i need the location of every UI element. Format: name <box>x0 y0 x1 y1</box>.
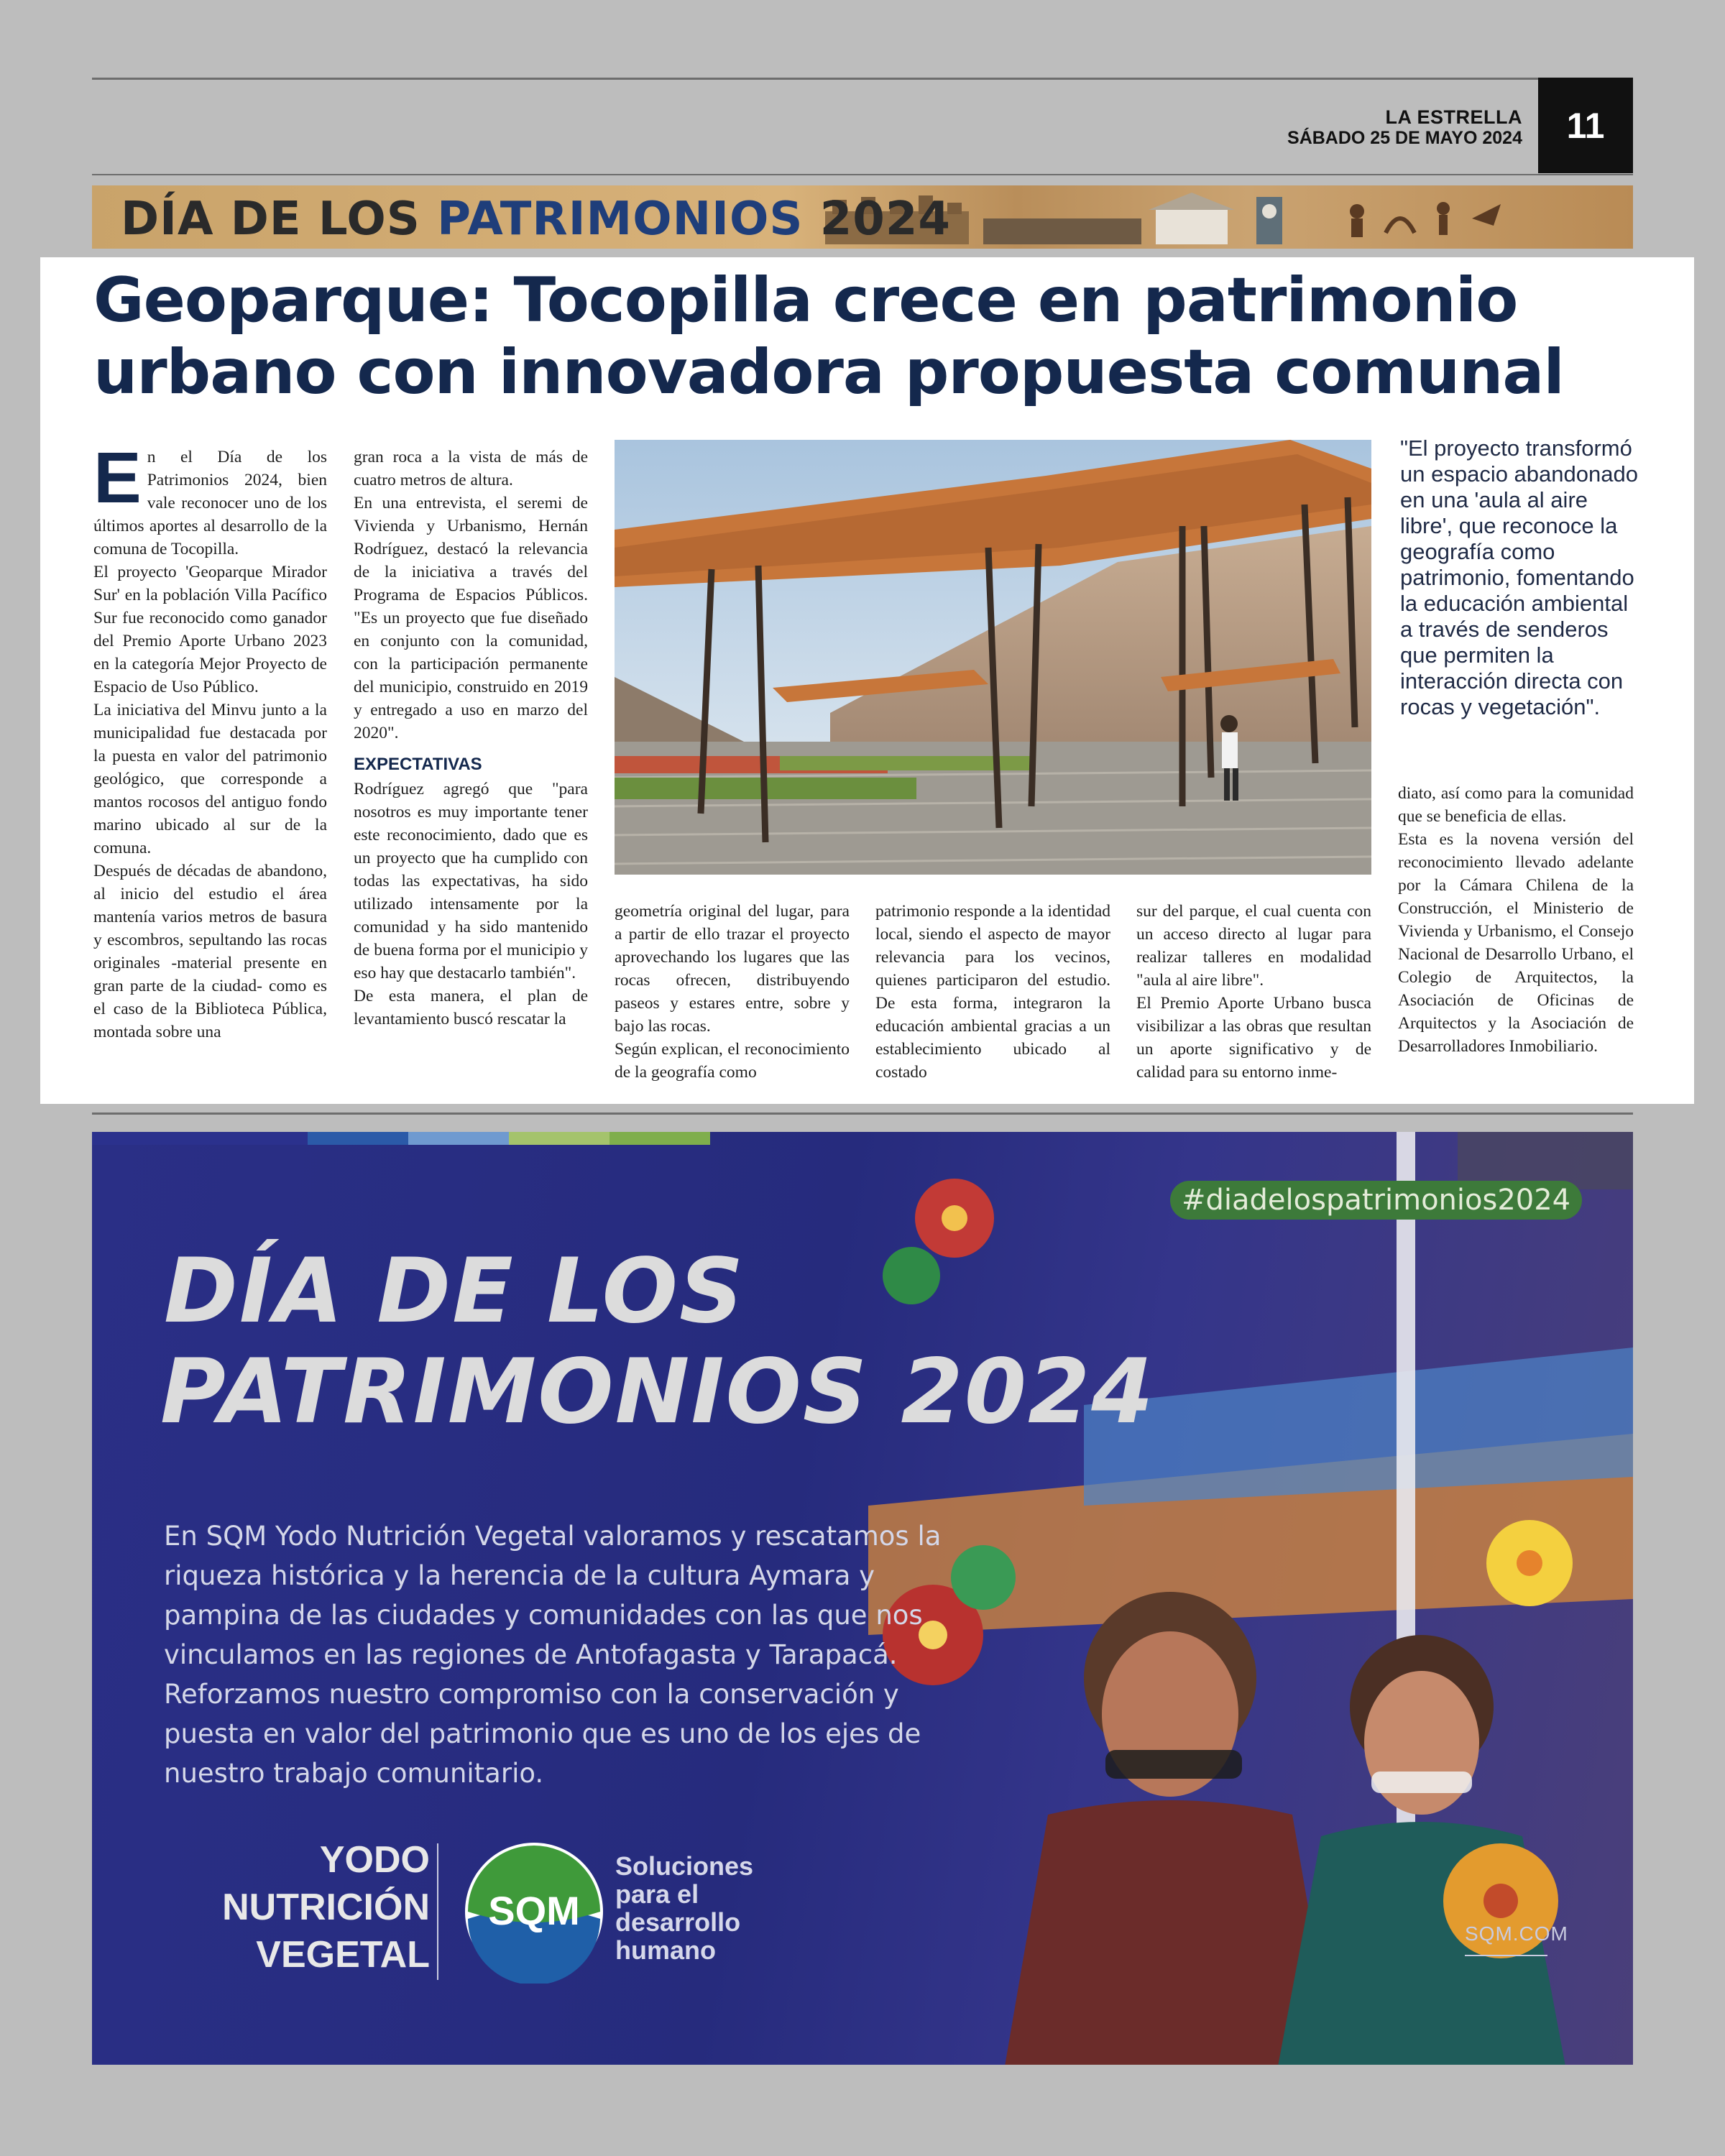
sqm-logo-icon[interactable] <box>462 1840 606 1984</box>
article-photo <box>615 440 1371 875</box>
url-underline <box>1465 1955 1547 1956</box>
ad-color-stripe <box>610 1132 710 1145</box>
article-column-5: sur del parque, el cual cuenta con un acceso directo al lugar para realizar talleres en modalidad "aula al aire libre". El Premio Aporte Urbano busca visibilizar a las obras que resultan un aporte significativo y de calidad para su entorno inme- <box>1136 902 1371 1082</box>
ad-title-line-2: PATRIMONIOS 2024 <box>160 1340 1155 1444</box>
issue-date: SÁBADO 25 DE MAYO 2024 <box>1287 128 1522 148</box>
ad-title-line-1: DÍA DE LOS <box>164 1240 745 1343</box>
ad-color-stripe <box>408 1132 509 1145</box>
brand-slogan: Soluciones para el desarrollo humano <box>615 1851 754 1965</box>
page-number: 11 <box>1538 78 1633 173</box>
section-subhead: EXPECTATIVAS <box>354 755 482 774</box>
banner-title: DÍA DE LOS PATRIMONIOS 2024 <box>121 193 951 246</box>
ad-color-stripe <box>509 1132 610 1145</box>
ad-body-text: En SQM Yodo Nutrición Vegetal valoramos y rescatamos la riqueza histórica y la herencia de la cultura Aymara y pampina de las ciudades y comunidades con las que nos vinculamos en las regiones de Antofagasta y Tarapacá. Reforzamos nuestro compromiso con la conservación y puesta en valor del patrimonio que es uno de los ejes de nuestro trabajo comunitario. <box>164 1521 942 1789</box>
article-column-6: diato, así como para la comunidad que se beneficia de ellas. Esta es la novena versión del reconocimiento llevado adelante por la Cámara Chilena de la Construcción, el Ministerio de Vivienda y Urbanismo, el Consejo Nacional de Desarrollo Urbano, el Colegio de Arquitectos, la Asociación de Oficinas de Arquitectos y la Asociación de Desarrolladores Inmobiliario. <box>1398 784 1634 1056</box>
article-column-1: E n el Día de los Patrimonios 2024, bien vale reconocer uno de los últimos aportes al desarrollo de la comuna de Tocopilla. El proyecto 'Geoparque Mirador Sur' en la población Villa Pacífico Sur fue reconocido como ganador del Premio Aporte Urbano 2023 en la categoría Mejor Proyecto de Espacio de Uso Público. La iniciativa del Minvu junto a la municipalidad fue destacada por la puesta en valor del patrimonio geológico, que corresponde a mantos rocosos del antiguo fondo marino ubicado al sur de la comuna. Después de décadas de abandono, al inicio del estudio el área mantenía varios metros de basura y escombros, sepultando las rocas originales -material presente en gran parte de la ciudad- como es el caso de la Biblioteca Pública, montada sobre una <box>93 438 327 1041</box>
brand-name: YODO NUTRICIÓN VEGETAL <box>222 1839 430 1976</box>
pull-quote: "El proyecto transformó un espacio abandonado en una 'aula al aire libre', que reconoce la geografía como patrimonio, fomentando la educación ambiental a través de senderos que permiten la interacción directa con rocas y vegetación". <box>1400 436 1638 719</box>
top-rule <box>92 78 1633 80</box>
article-column-3: geometría original del lugar, para a partir de ello trazar el proyecto aprovechando los lugares que las rocas ofrecen, distribuyendo paseos y estares entre, sobre y bajo las rocas. Según explican, el reconocimiento de la geografía como <box>615 902 850 1082</box>
logo-divider <box>437 1843 438 1980</box>
sqm-logo-text: SQM <box>488 1888 580 1933</box>
article-column-4: patrimonio responde a la identidad local, siendo el aspecto de mayor relevancia para los vecinos, quienes participaron del estudio. De esta forma, integraron la educación ambiental gracias a un establecimiento ubicado al costado <box>875 902 1110 1082</box>
ad-color-stripe <box>92 1132 308 1145</box>
newspaper-name: LA ESTRELLA <box>1385 106 1522 128</box>
article-bottom-rule <box>92 1112 1633 1115</box>
ad-color-stripe <box>308 1132 408 1145</box>
section-banner <box>92 185 1633 249</box>
hashtag-badge: #diadelospatrimonios2024 <box>1170 1181 1582 1220</box>
header-rule <box>92 174 1633 175</box>
sqm-advertisement[interactable] <box>92 1132 1633 2065</box>
article-headline: Geoparque: Tocopilla crece en patrimonio urbano con innovadora propuesta comunal <box>93 264 1564 408</box>
sqm-website-link[interactable]: SQM.COM <box>1465 1922 1568 1945</box>
drop-cap: E <box>93 438 142 518</box>
article-column-2: gran roca a la vista de más de cuatro metros de altura. En una entrevista, el seremi de Vivienda y Urbanismo, Hernán Rodríguez, destacó la relevancia de la iniciativa a través del Programa de Espacios Públicos. "Es un proyecto que fue diseñado en conjunto con la comunidad, con la participación permanente del municipio, construido en 2019 y entregado a uso en marzo del 2020". EXPECTATIVAS Rodríguez agregó que "para nosotros es muy importante tener este reconocimiento, dado que es un proyecto que ha cumplido con todas las expectativas, ha sido utilizado intensamente por la comunidad y ha sido mantenido de buena forma por el municipio y eso hay que destacarlo también". De esta manera, el plan de levantamiento buscó rescatar la <box>354 448 588 1028</box>
